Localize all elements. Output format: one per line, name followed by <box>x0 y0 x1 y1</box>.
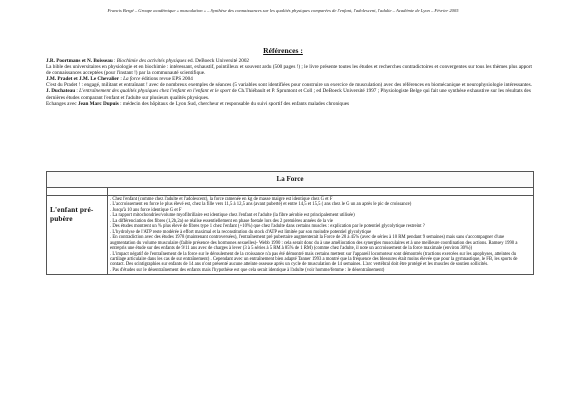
reference-entry <box>46 101 534 107</box>
reference-details: éditions revue EPS 2004 <box>140 76 193 83</box>
reference-title: La force <box>123 76 141 83</box>
reference-title: Biochimie des activités physiques <box>116 58 187 64</box>
reference-note: C'est du Pradet ! : engagé, militant et entraînant ! avec de nombreux exemples de séances (5 variables sont identifiées pour construire un exercice de musculation) avec des références en biomécanique et neurophysiologie intéressantes. <box>46 82 532 89</box>
row-label: L'enfant pré-pubère <box>47 196 108 275</box>
content-line: . En contradiction avec des études 1978 (maintenant controversées), l'entraînement pré pubertaire augmenterait la Force de 20 à 45% (avec de séries à 10 RM pendant 9 semaines) mais sans s'accompagner d'une augmentation du volume musculaire (faible présence des hormones sexuelles)- Webb 1990 : cela serait donc du à une amélioration des synergies musculaires et à une meilleure coordination des actions. Ramsey 1990 a entrepris une étude sur des enfants de 9/11 ans avec de charges à lever (3 à 5 séries à 5 RM à 85% de 1 RM) (comme chez l'adulte, il note un accroissement de la force maximale (environ 30%)) <box>110 235 518 252</box>
force-table <box>46 171 534 275</box>
references-list <box>46 58 534 107</box>
reference-title: L'entraînement des qualités physiques chez l'enfant en l'enfant et le sport <box>79 88 231 95</box>
row-content <box>108 196 534 275</box>
content-line: . Chez l'enfant (comme chez l'adulte et l'adolescent), la force ramenée en kg de masse maigre est identique chez G et F <box>110 197 333 202</box>
content-line: . Des études montrent un % plus élevé de fibres type 1 chez l'enfant (+10%) que chez l'adulte dans certains muscles : explication par le potentiel glycolytique restreint ? <box>110 224 425 230</box>
reference-authors: Jean Marc Dupuis <box>77 100 119 107</box>
table-spacer-row <box>47 188 534 196</box>
reference-note: La bible des universitaires en physiologie et en biochimie : intéressant, exhaustif, pointilleux et souvent ardu (500 pages !) ; le livre présente toutes les études et recherches contradictoires et convergentes sur tous les thèmes plus apport de connaissances acceptées (pour l'instant !) par la communauté scientifique. <box>46 64 532 77</box>
reference-authors: J.R. Poortmans et N. Boisseau <box>46 58 113 64</box>
table-section-row <box>47 172 534 188</box>
content-line: . Pas d'études sur le désentraînement des enfants mais l'hypothèse est que cela serait identique à l'adulte (voir homme/femme : le désentraînement) <box>110 267 385 273</box>
content-line: . L'impact négatif de l'entraînement de la force sur le déroulement de la croissance n'a pas été démontré mais certains mettent sur l'appareil locomoteur sont démontrés (tractions exercées sur les apophyses, atteintes du cartilage articulaire dans les cas de sur entraînement) . Cependant avec un entraînement bien adapté Tanner 1993 a montré que la fréquence des blessures était moins élevée que pour la gymnastique, le FB, les sports de contact. Des scintigraphies sur enfants de 14 ans n'ont présenté aucune atteinte osseuse après un cycle de musculation de 14 semaines. L'arc vertébral doit être protégé et les muscles de soutien sollicités. <box>110 251 518 268</box>
content-line: . L'accroissement en force le plus élevé est, chez la fille vers 11,5 à 12,5 ans (avant puberté) et entre 14,5 et 15,5 ( ans chez le G un an après le pic de croissance) <box>110 202 412 208</box>
content-line: . L'hydrolyse de l'ATP reste modérée à effort maximal et la reconstitution du stock d'ATP est limitée par son moindre potentiel glycolytique <box>110 229 372 235</box>
content-line: . La rapport mitochondries/volume myofibrillaire est identique chez l'enfant et l'adulte (la fibre aérobie est principalement utilisée) <box>110 213 355 219</box>
reference-entry: J.M. Pradet et J.M. Le Chevalier : La force éditions revue EPS 2004 <box>46 76 193 83</box>
table-row <box>47 196 534 275</box>
content-line: . Jusqu'à 10 ans force identique G et F <box>110 207 182 213</box>
reference-entry: J.R. Poortmans et N. Boisseau : Biochimie des activités physiques ed. DeBoeck Université 2002 <box>46 58 250 64</box>
reference-details: ed. DeBoeck Université 2002 <box>186 58 250 64</box>
reference-prefix: Echanges avec <box>46 100 78 107</box>
references-title: Références : <box>263 46 303 55</box>
section-title: La Force <box>47 172 534 188</box>
reference-details: : médecin des hôpitaux de Lyon Sud, chercheur et responsable du suivi sportif des enfants malades chroniques <box>118 100 350 107</box>
content-line: . La différenciation des fibres (1,2b,2a) se réalise essentiellement en phase foetale lors des 2 premières années de la vie <box>110 218 333 224</box>
reference-authors: J. Duchateau <box>46 88 76 95</box>
reference-details: de Ch.Thiébault et P. Sprumont et Coll ; ed DeBoeck Université 1997 ; Physiologiste Belge qui fait une synthèse exhaustive sur les résultats des dernières études comparant l'enfant et l'adulte sur plusieurs qualités physiques. <box>46 88 531 101</box>
page-header: Francis Bergé – Groupe académique « musculation » – Synthèse des connaissances sur les qualités physiques comparées de l'enfant, l'adolescent, l'adulte – Académie de Lyon – Février 2005 <box>107 8 459 13</box>
reference-authors: J.M. Pradet et J.M. Le Chevalier <box>46 76 120 83</box>
reference-entry: J. Duchateau : L'entraînement des qualités physiques chez l'enfant en l'enfant et le sport de Ch.Thiébault et P. Sprumont et Coll ; ed DeBoeck Université 1997 ; Physiologiste Belge qui fait une synthèse exhaustive sur les résultats des dernières études comparant l'enfant et l'adulte sur plusieurs qualités physiques. <box>46 88 531 101</box>
